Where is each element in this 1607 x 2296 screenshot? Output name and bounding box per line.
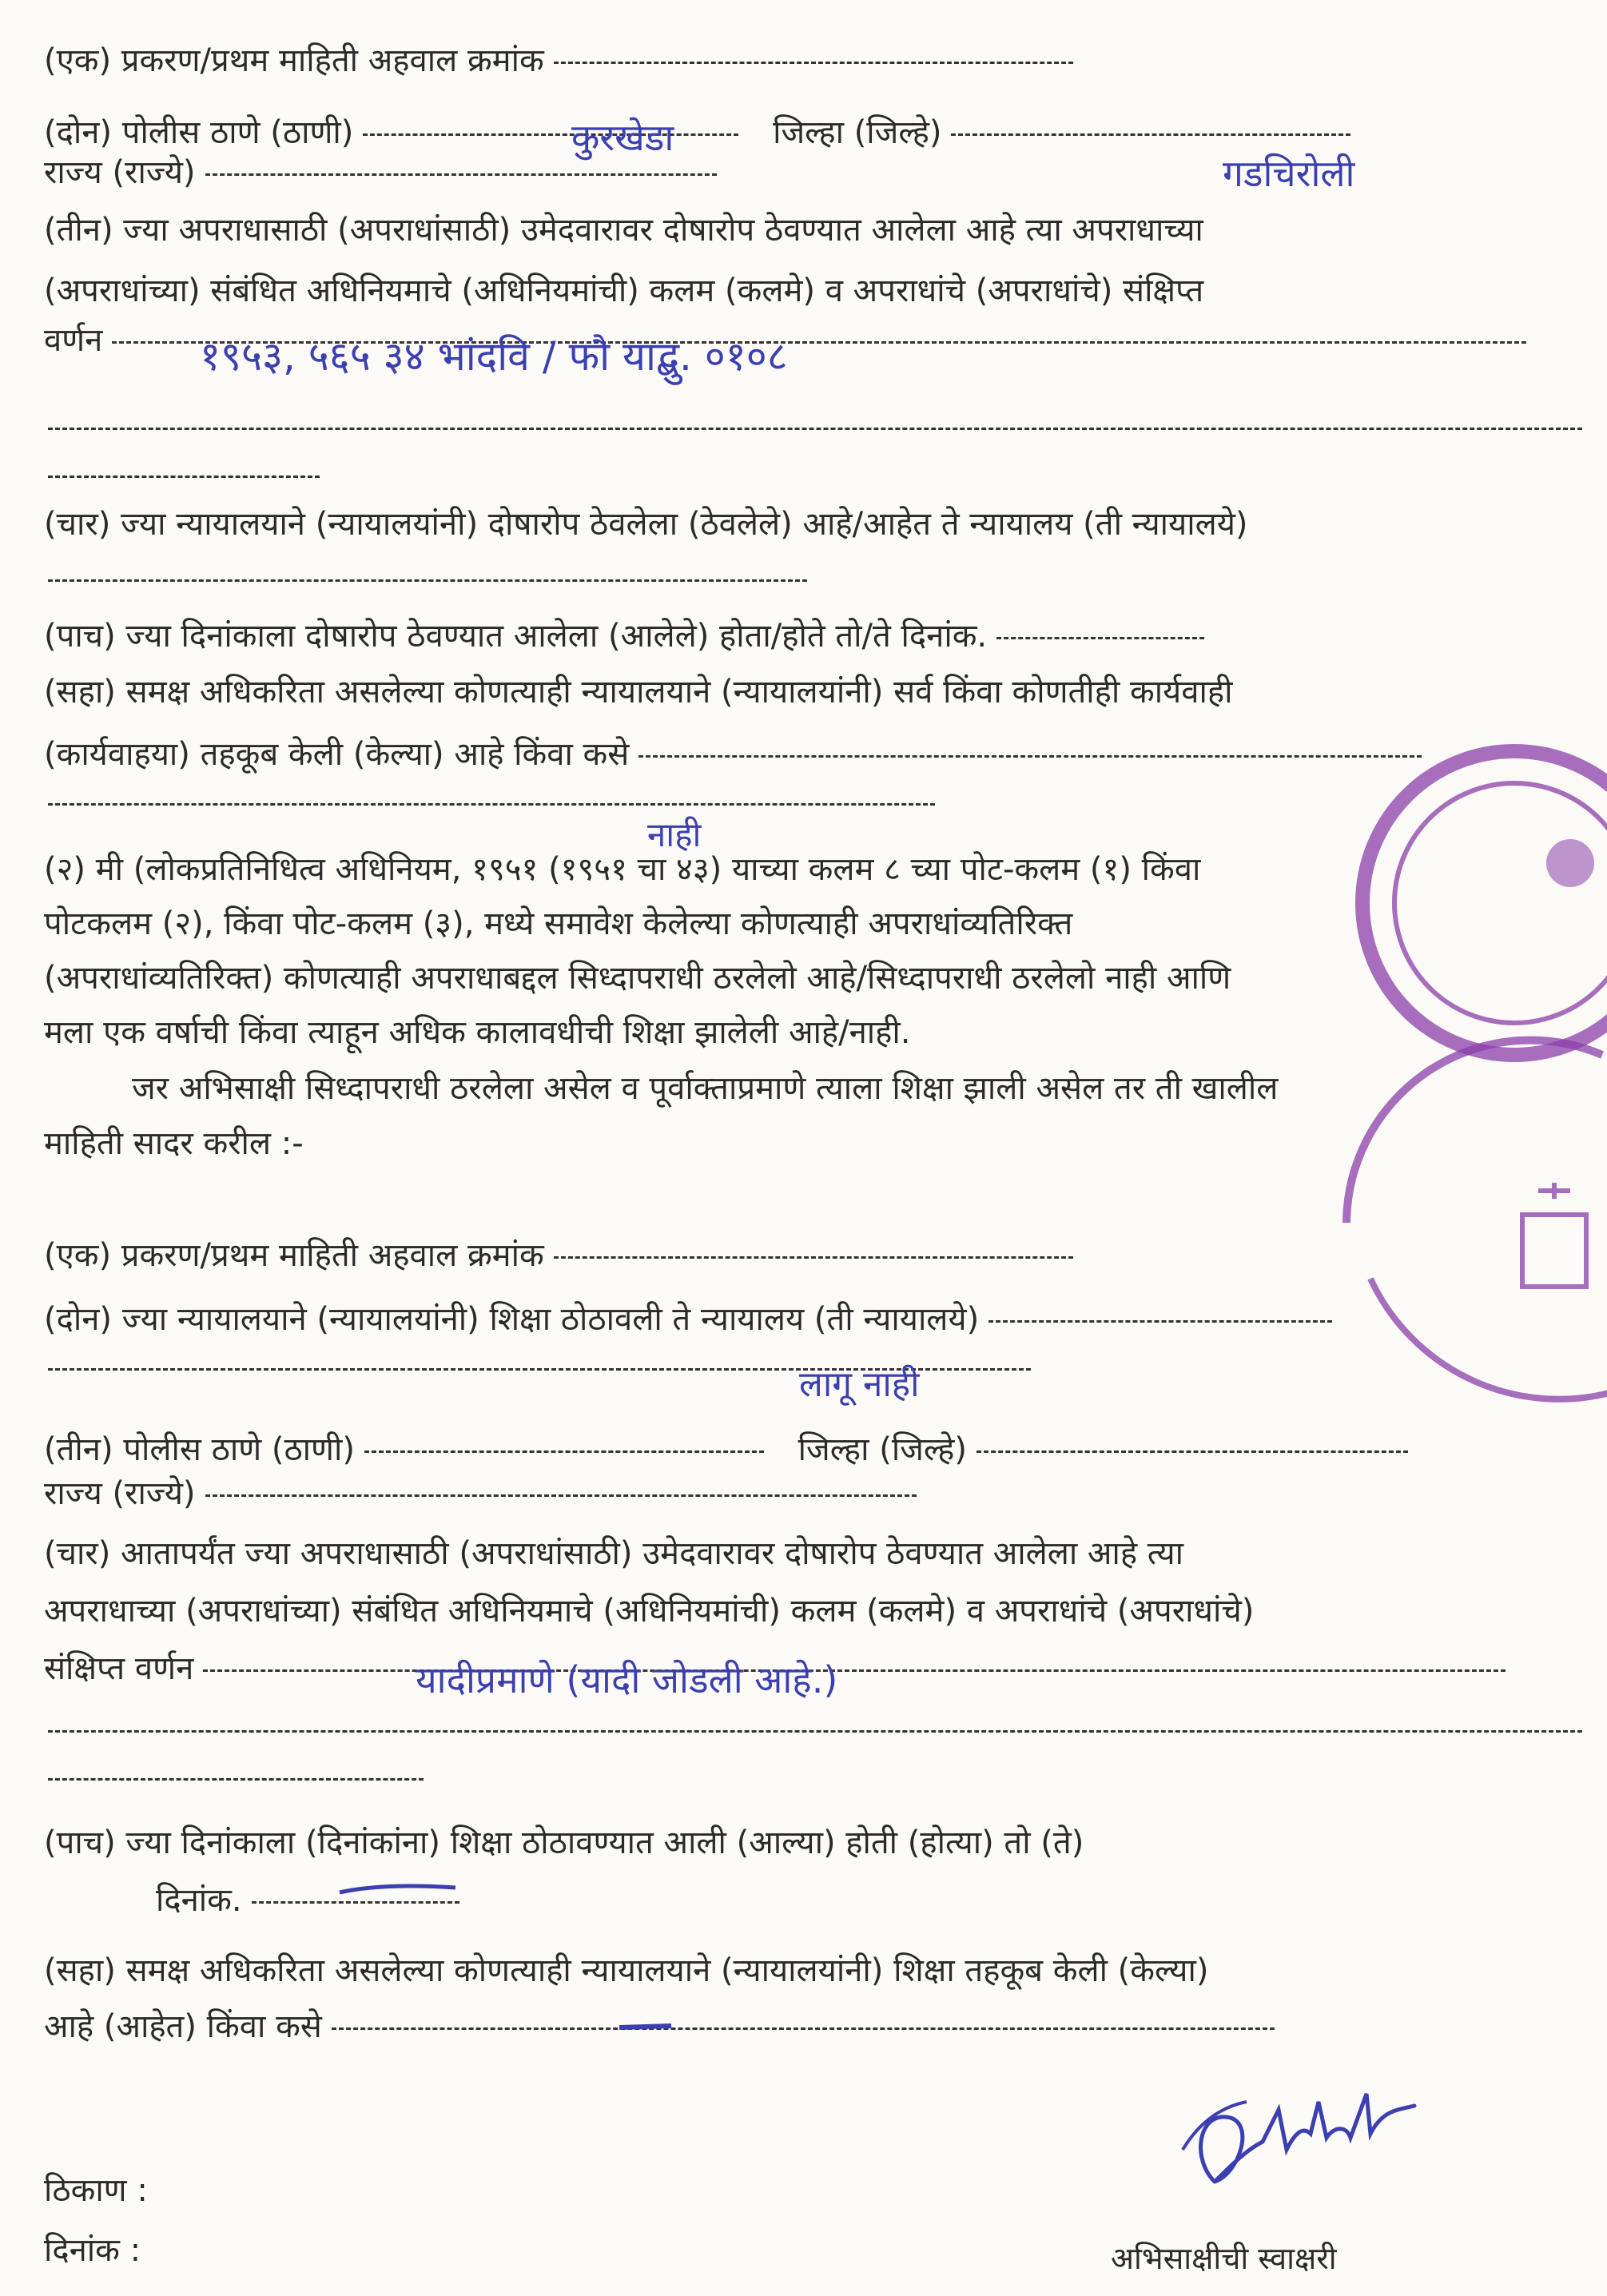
official-seal-stamp (1251, 703, 1607, 1423)
s3-list-handwritten: यादीप्रमाणे (यादी जोडली आहे.) (416, 1658, 838, 1701)
s2-declaration-line-4: मला एक वर्षाची किंवा त्याहून अधिक कालावधीची शिक्षा झालेली आहे/नाही. (44, 1014, 911, 1051)
s1-district-handwritten: गडचिरोली (1223, 152, 1355, 195)
s3-offence-line-1: (चार) आतापर्यंत ज्या अपराधासाठी (अपराधांसाठी) उमेदवारावर दोषारोप ठेवण्यात आलेला आहे त्या (44, 1535, 1183, 1572)
s2-declaration-line-2: पोटकलम (२), किंवा पोट-कलम (३), मध्ये समावेश केलेल्या कोणत्याही अपराधांव्यतिरिक्त (44, 905, 1073, 942)
s1-offence-line-1: (तीन) ज्या अपराधासाठी (अपराधांसाठी) उमेदवारावर दोषारोप ठेवण्यात आलेला आहे त्या अपराधाच्या (44, 212, 1203, 249)
s1-stay-line-1: (सहा) समक्ष अधिकरिता असलेल्या कोणत्याही न्यायालयाने (न्यायालयांनी) सर्व किंवा कोणतीही कार्यवाही (44, 674, 1233, 710)
s3-police-station-row: (तीन) पोलीस ठाणे (ठाणी) जिल्हा (जिल्हे) (44, 1429, 1408, 1470)
s3-case-number-row: (एक) प्रकरण/प्रथम माहिती अहवाल क्रमांक (44, 1235, 1073, 1276)
s1-police-station-handwritten: कुरखेडा (571, 116, 674, 159)
blank-line (48, 1778, 424, 1781)
s1-police-station-label: (दोन) पोलीस ठाणे (ठाणी) (44, 114, 354, 151)
blank-line (48, 579, 807, 582)
footer-date-label: दिनांक : (44, 2232, 141, 2269)
s1-state-row (44, 152, 717, 193)
s3-offence-line-2: अपराधाच्या (अपराधांच्या) संबंधित अधिनियमाचे (अधिनियमांची) कलम (कलमे) व अपराधांचे (अपराधांचे) (44, 1593, 1255, 1629)
s3-state-row: राज्य (राज्ये) (44, 1473, 917, 1514)
s1-police-station-row (44, 112, 1350, 153)
s2-declaration-line-6: माहिती सादर करील :- (44, 1125, 304, 1162)
blank-line (48, 803, 935, 806)
s2-declaration-line-1: (२) मी (लोकप्रतिनिधित्व अधिनियम, १९५१ (१९५१ चा ४३) याच्या कलम ८ च्या पोट-कलम (१) किंवा (44, 851, 1201, 888)
s3-offence-desc-row: संक्षिप्त वर्णन (44, 1648, 1506, 1689)
handwritten-signature (1159, 2062, 1430, 2214)
s3-stay-line-2: आहे (आहेत) किंवा कसे (44, 2006, 1275, 2047)
footer-signature-label: अभिसाक्षीची स्वाक्षरी (1111, 2241, 1337, 2276)
s1-offence-line-2: (अपराधांच्या) संबंधित अधिनियमाचे (अधिनियमांची) कलम (कलमे) व अपराधांचे (अपराधांचे) संक्षिप्त (44, 273, 1204, 309)
s1-stay-line-2: (कार्यवाहया) तहकूब केली (केल्या) आहे किंवा कसे (44, 734, 1422, 775)
s3-sentence-date-row: दिनांक. (156, 1880, 459, 1921)
s3-stay-line-1: (सहा) समक्ष अधिकरिता असलेल्या कोणत्याही न्यायालयाने (न्यायालयांनी) शिक्षा तहकूब केली (केल्या) (44, 1952, 1209, 1989)
s3-sentence-date-line-1: (पाच) ज्या दिनांकाला (दिनांकांना) शिक्षा ठोठावण्यात आली (आल्या) होती (होत्या) तो (ते) (44, 1824, 1084, 1861)
s1-court-row: (चार) ज्या न्यायालयाने (न्यायालयांनी) दोषारोप ठेवलेला (ठेवलेले) आहे/आहेत ते न्यायालय (ती न्यायालये) (44, 506, 1248, 543)
handwritten-dash-mark (615, 2018, 679, 2034)
blank-line (48, 476, 320, 478)
s3-court-row: (दोन) ज्या न्यायालयाने (न्यायालयांनी) शिक्षा ठोठावली ते न्यायालय (ती न्यायालये) (44, 1299, 1332, 1340)
s1-case-number-row (44, 40, 1073, 82)
s2-declaration-line-3: (अपराधांव्यतिरिक्त) कोणत्याही अपराधाबद्दल सिध्दापराधी ठरलेलो आहे/सिध्दापराधी ठरलेलो नाही आणि (44, 960, 1231, 997)
blank-line (48, 1730, 1582, 1733)
s2-nahi-handwritten: नाही (647, 815, 702, 854)
s1-case-number-label: (एक) प्रकरण/प्रथम माहिती अहवाल क्रमांक (44, 42, 544, 79)
s2-declaration-line-5: जर अभिसाक्षी सिध्दापराधी ठरलेला असेल व पूर्वाक्ताप्रमाणे त्याला शिक्षा झाली असेल तर ती खालील (132, 1070, 1279, 1107)
blank-line (48, 428, 1582, 430)
handwritten-dash-mark (336, 1876, 463, 1900)
s3-not-applicable-handwritten: लागू नाही (799, 1364, 920, 1405)
s1-offence-desc-label: वर्णन (44, 322, 103, 359)
footer-place-label: ठिकाण : (44, 2172, 148, 2209)
s1-charge-date-row: (पाच) ज्या दिनांकाला दोषारोप ठेवण्यात आलेला (आलेले) होता/होते तो/ते दिनांक. (44, 615, 1204, 657)
s1-state-label: राज्य (राज्ये) (44, 154, 196, 191)
s1-sections-handwritten: १९५३, ५६५ ३४ भांदवि / फौ याद्बु. ०१०८ (200, 333, 788, 380)
s1-district-label: जिल्हा (जिल्हे) (773, 114, 942, 151)
